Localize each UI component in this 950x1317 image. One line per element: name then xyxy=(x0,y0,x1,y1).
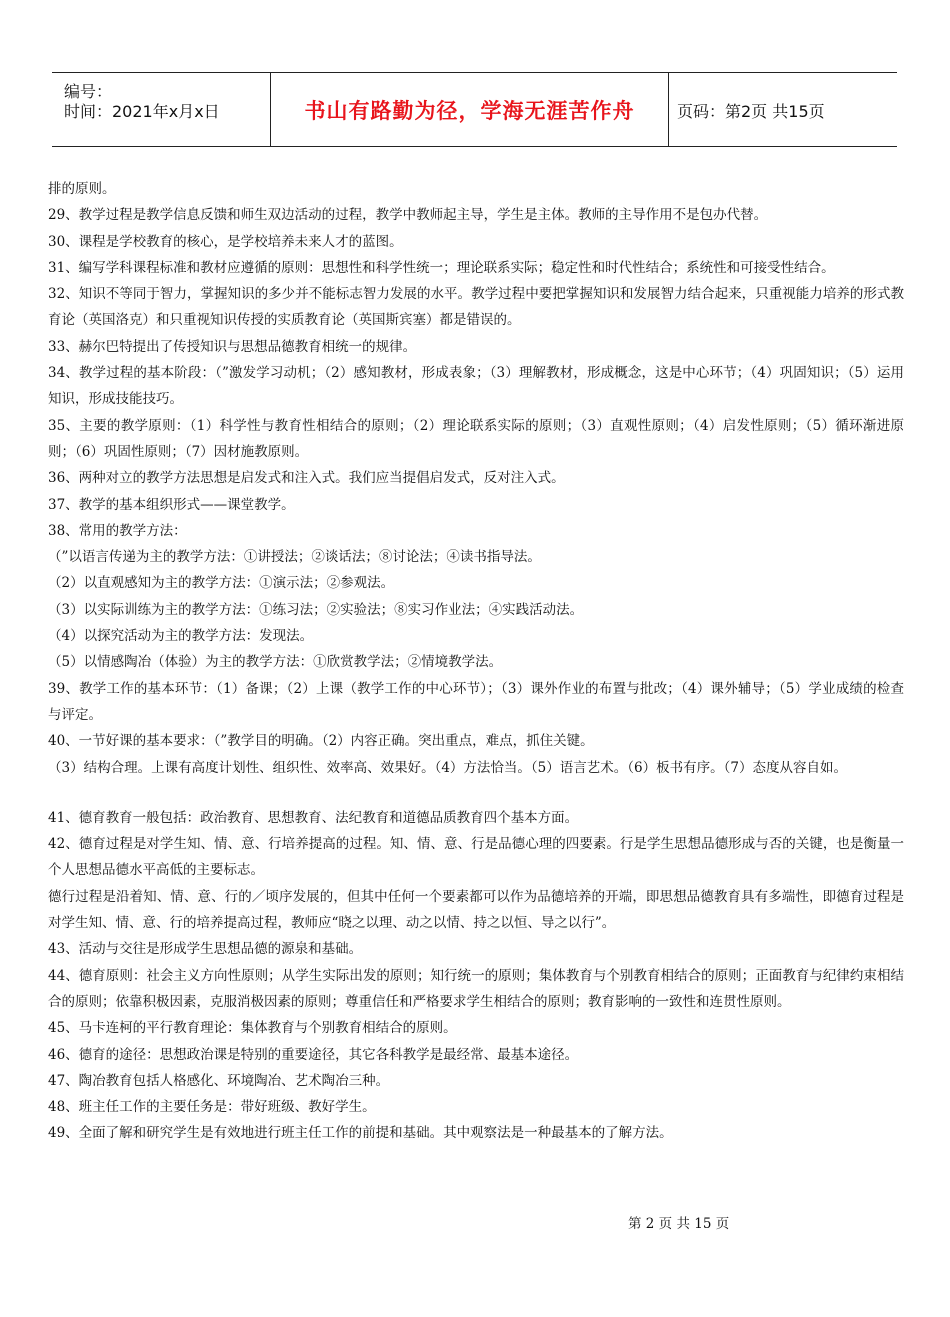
paragraph: 47、陶冶教育包括人格感化、环境陶冶、艺术陶冶三种。 xyxy=(48,1072,390,1089)
paragraph: 40、一节好课的基本要求：（”教学目的明确。（2）内容正确。突出重点，难点，抓住关键。 xyxy=(48,733,594,750)
date-label: 时间：2021年x月x日 xyxy=(64,102,220,121)
paragraph: 30、课程是学校教育的核心，是学校培养未来人才的蓝图。 xyxy=(48,233,403,250)
header-table xyxy=(52,72,897,147)
paragraph: 49、全面了解和研究学生是有效地进行班主任工作的前提和基础。其中观察法是一种最基本的了解方法。 xyxy=(48,1125,673,1142)
paragraph: （4）以探究活动为主的教学方法：发现法。 xyxy=(48,628,314,645)
paragraph: 31、编写学科课程标准和教材应遵循的原则：思想性和科学性统一；理论联系实际；稳定性和时代性结合；系统性和可接受性结合。 xyxy=(48,259,835,276)
paragraph: （”以语言传递为主的教学方法：①讲授法；②谈话法；⑧讨论法；④读书指导法。 xyxy=(48,549,541,566)
paragraph: （3）结构合理。上课有高度计划性、组织性、效率高、效果好。（4）方法恰当。（5）语言艺术。（6）板书有序。（7）态度从容自如。 xyxy=(48,759,847,776)
paragraph: 35、主要的教学原则：（1）科学性与教育性相结合的原则；（2）理论联系实际的原则；（3）直观性原则；（4）启发性原则；（5）循环渐进原则；（6）巩固性原则；（7）因材施教原则。 xyxy=(48,417,904,460)
paragraph: 41、德育教育一般包括：政治教育、思想教育、法纪教育和道德品质教育四个基本方面。 xyxy=(48,809,579,826)
header-left-cell xyxy=(52,73,270,146)
paragraph: 33、赫尔巴特提出了传授知识与思想品德教育相统一的规律。 xyxy=(48,338,417,355)
paragraph-group-moral-education xyxy=(48,805,904,1147)
page-footer: 第 2 页 共 15 页 xyxy=(628,1216,730,1232)
paragraph: 36、两种对立的教学方法思想是启发式和注入式。我们应当提倡启发式，反对注入式。 xyxy=(48,470,565,487)
paragraph: 39、教学工作的基本环节：（1）备课；（2）上课（教学工作的中心环节）；（3）课外作业的布置与批改；（4）课外辅导；（5）学业成绩的检查与评定。 xyxy=(48,680,904,723)
header-motto-cell xyxy=(270,73,669,146)
paragraph: 29、教学过程是教学信息反馈和师生双边活动的过程，教学中教师起主导，学生是主体。教师的主导作用不是包办代替。 xyxy=(48,207,768,224)
paragraph: 43、活动与交往是形成学生思想品德的源泉和基础。 xyxy=(48,941,363,958)
page-info: 页码：第2页 共15页 xyxy=(677,102,825,121)
paragraph-group-teaching xyxy=(48,176,904,781)
paragraph: 44、德育原则：社会主义方向性原则；从学生实际出发的原则；知行统一的原则；集体教育与个别教育相结合的原则；正面教育与纪律约束相结合的原则；依靠积极因素，克服消极因素的原则；尊重信任和严格要求学生相结合的原则；教育影响的一致性和连贯性原则。 xyxy=(48,967,904,1010)
section-spacer xyxy=(48,781,904,805)
paragraph: 48、班主任工作的主要任务是：带好班级、教好学生。 xyxy=(48,1099,376,1116)
paragraph: 排的原则。 xyxy=(48,181,116,197)
paragraph: 37、教学的基本组织形式——课堂教学。 xyxy=(48,496,295,513)
document-body xyxy=(48,176,904,1147)
header-page-cell xyxy=(667,73,897,146)
paragraph: 42、德育过程是对学生知、情、意、行培养提高的过程。知、情、意、行是品德心理的四要素。行是学生思想品德形成与否的关键，也是衡量一个人思想品德水平高低的主要标志。 xyxy=(48,836,904,879)
paragraph: （5）以情感陶冶（体验）为主的教学方法：①欣赏教学法；②情境教学法。 xyxy=(48,654,503,671)
paragraph: 32、知识不等同于智力，掌握知识的多少并不能标志智力发展的水平。教学过程中要把掌握知识和发展智力结合起来，只重视能力培养的形式教育论（英国洛克）和只重视知识传授的实质教育论（英国斯宾塞）都是错误的。 xyxy=(48,286,904,329)
motto-text: 书山有路勤为径，学海无涯苦作舟 xyxy=(304,99,635,123)
serial-label: 编号： xyxy=(64,82,113,101)
paragraph: 34、教学过程的基本阶段：（”激发学习动机；（2）感知教材，形成表象；（3）理解教材，形成概念，这是中心环节；（4）巩固知识；（5）运用知识，形成技能技巧。 xyxy=(48,365,904,408)
paragraph: 38、常用的教学方法： xyxy=(48,522,187,539)
paragraph: （3）以实际训练为主的教学方法：①练习法；②实验法；⑧实习作业法；④实践活动法。 xyxy=(48,601,584,618)
paragraph: 46、德育的途径：思想政治课是特别的重要途径，其它各科教学是最经常、最基本途径。 xyxy=(48,1046,579,1063)
paragraph: 45、马卡连柯的平行教育理论：集体教育与个别教育相结合的原则。 xyxy=(48,1020,457,1037)
paragraph: 德行过程是沿着知、情、意、行的／顷序发展的，但其中任何一个要素都可以作为品德培养的开端，即思想品德教育具有多端性，即德育过程是对学生知、情、意、行的培养提高过程，教师应“晓之以理、动之以情、持之以恒、导之以行”。 xyxy=(48,888,904,932)
paragraph: （2）以直观感知为主的教学方法：①演示法；②参观法。 xyxy=(48,575,395,592)
